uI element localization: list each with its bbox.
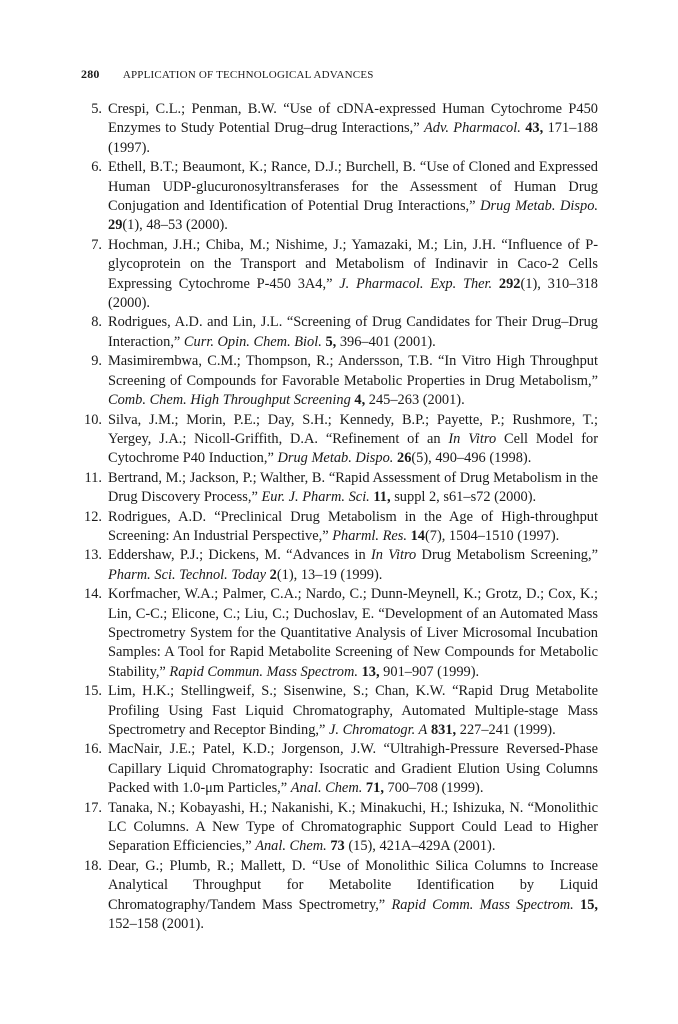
- reference-number: 5.: [91, 101, 102, 117]
- journal-title: Rapid Comm. Mass Spectrom.: [391, 896, 574, 913]
- reference-text: Rodrigues, A.D. and Lin, J.L. “Screening of Drug Candidates for Their Drug–Drug Interaction,”: [108, 314, 598, 350]
- page-number: 280: [81, 67, 100, 81]
- journal-title: Comb. Chem. High Throughput Screening: [108, 392, 351, 409]
- reference-text: Masimirembwa, C.M.; Thompson, R.; Andersson, T.B. “In Vitro High Throughput Screening of Compounds for Favorable Metabolic Properties in Drug Metabolism,”: [108, 353, 598, 389]
- reference-number: 6.: [91, 159, 102, 176]
- journal-title: J. Chromatogr. A: [329, 722, 428, 738]
- volume-number: 71,: [365, 780, 384, 797]
- journal-title: Adv. Pharmacol.: [424, 120, 521, 137]
- reference-item: [80, 352, 598, 410]
- journal-title: J. Pharmacol. Exp. Ther.: [339, 275, 493, 292]
- volume-number: 292: [498, 275, 521, 292]
- reference-number: 18.: [84, 857, 102, 874]
- reference-text: Ethell, B.T.; Beaumont, K.; Rance, D.J.; Burchell, B. “Use of Cloned and Expressed Human UDP-glucuronosyltransferases for the Assessment of Human Drug Conjugation and Identification of Potential Drug Interactions,”: [108, 159, 598, 215]
- reference-text: 396–401 (2001).: [336, 333, 436, 350]
- reference-item: [80, 682, 598, 740]
- reference-text: (1), 48–53 (2000).: [122, 217, 228, 234]
- reference-number: 16.: [84, 741, 102, 758]
- volume-number: 831,: [430, 722, 457, 738]
- running-header: [81, 67, 374, 82]
- reference-text: Korfmacher, W.A.; Palmer, C.A.; Nardo, C.; Dunn-Meynell, K.; Grotz, D.; Cox, K.; Lin, C-C.; Elicone, C.; Liu, C.; Duchoslav, E. “Development of an Automated Mass Spectrometry System for the Quantitative Analysis of Liver Microsomal Incubation Samples: A Tool for Rapid Metabolite Screening of New Compounds for Metabolic Stability,”: [108, 586, 598, 680]
- reference-text: Drug Metabolism Screening,”: [416, 547, 598, 564]
- volume-number: 4,: [354, 392, 366, 409]
- volume-number: 11,: [373, 489, 391, 506]
- reference-item: [80, 100, 598, 158]
- reference-number: 7.: [91, 236, 102, 253]
- volume-number: 14: [410, 527, 425, 544]
- reference-text: Eddershaw, P.J.; Dickens, M. “Advances in: [108, 547, 371, 564]
- reference-number: 9.: [91, 353, 102, 370]
- reference-text: Tanaka, N.; Kobayashi, H.; Nakanishi, K.; Minakuchi, H.; Ishizuka, N. “Monolithic LC Columns. A New Type of Chromatographic Support Could Lead to Higher Separation Efficiencies,”: [108, 799, 598, 855]
- journal-title: Pharml. Res.: [332, 527, 407, 544]
- journal-title: Anal. Chem.: [290, 780, 363, 797]
- volume-number: 43,: [525, 120, 544, 137]
- reference-item: [80, 508, 598, 547]
- reference-number: 14.: [84, 586, 102, 603]
- reference-number: 8.: [91, 314, 102, 331]
- reference-text: Rodrigues, A.D. “Preclinical Drug Metabolism in the Age of High-throughput Screening: An Industrial Perspective,”: [108, 508, 598, 544]
- reference-text: 227–241 (1999).: [456, 722, 556, 738]
- reference-text: 171–188 (1997).: [108, 120, 598, 156]
- reference-text: Cell Model for Cytochrome P40 Induction,”: [108, 430, 598, 467]
- reference-text: Bertrand, M.; Jackson, P.; Walther, B. “Rapid Assessment of Drug Metabolism in the Drug Discovery Process,”: [108, 469, 598, 506]
- journal-title: Curr. Opin. Chem. Biol.: [183, 333, 322, 350]
- journal-title: Drug Metab. Dispo.: [480, 198, 598, 215]
- reference-text: [492, 276, 499, 292]
- journal-title: Anal. Chem.: [255, 838, 327, 855]
- reference-number: 10.: [84, 411, 102, 428]
- reference-number: 15.: [84, 683, 102, 700]
- reference-text: 152–158 (2001).: [108, 916, 204, 933]
- reference-text: Dear, G.; Plumb, R.; Mallett, D. “Use of Monolithic Silica Columns to Increase Analytical Throughput for Metabolite Identification by Liquid Chromatography/Tandem Mass Spectrometry,”: [108, 857, 598, 913]
- journal-title: In Vitro: [448, 430, 497, 447]
- reference-text: Hochman, J.H.; Chiba, M.; Nishime, J.; Yamazaki, M.; Lin, J.H. “Influence of P-glycoprotein on the Transport and Metabolism of Indinavir in Caco-2 Cells Expressing Cytochrome P-450 3A4,”: [108, 236, 598, 292]
- reference-item: [80, 546, 598, 585]
- reference-text: 700–708 (1999).: [383, 780, 484, 797]
- reference-item: [80, 740, 598, 798]
- volume-number: 2: [269, 566, 277, 583]
- reference-text: 245–263 (2001).: [365, 392, 465, 409]
- reference-text: Lim, H.K.; Stellingweif, S.; Sisenwine, S.; Chan, K.W. “Rapid Drug Metabolite Profiling Using Fast Liquid Chromatography, Automated Multiple-stage Mass Spectrometry and Receptor Binding,”: [108, 683, 598, 738]
- reference-text: suppl 2, s61–s72 (2000).: [390, 489, 537, 506]
- volume-number: 13,: [361, 663, 380, 680]
- reference-item: [80, 857, 598, 935]
- running-title: APPLICATION OF TECHNOLOGICAL ADVANCES: [122, 69, 374, 81]
- reference-text: (1), 13–19 (1999).: [276, 566, 383, 583]
- reference-list: [80, 100, 598, 934]
- reference-text: Crespi, C.L.; Penman, B.W. “Use of cDNA-expressed Human Cytochrome P450 Enzymes to Study Potential Drug–drug Interactions,”: [108, 101, 598, 137]
- journal-title: Drug Metab. Dispo.: [277, 450, 394, 467]
- reference-number: 11.: [84, 469, 102, 486]
- reference-text: MacNair, J.E.; Patel, K.D.; Jorgenson, J.W. “Ultrahigh-Pressure Reversed-Phase Capillary Liquid Chromatography: Isocratic and Gradient Elution Using Columns Packed with 1.0-μm Particles,”: [108, 741, 598, 797]
- reference-number: 13.: [84, 547, 102, 564]
- reference-item: [80, 236, 598, 314]
- reference-number: 12.: [84, 508, 102, 525]
- journal-title: In Vitro: [371, 547, 417, 564]
- reference-item: [80, 469, 598, 508]
- reference-item: [80, 313, 598, 352]
- volume-number: 26: [397, 450, 412, 467]
- reference-number: 17.: [84, 799, 102, 816]
- volume-number: 29: [108, 217, 123, 234]
- journal-title: Eur. J. Pharm. Sci.: [261, 489, 370, 506]
- journal-title: Pharm. Sci. Technol. Today: [108, 566, 267, 583]
- reference-item: [80, 158, 598, 236]
- reference-text: (15), 421A–429A (2001).: [344, 838, 496, 855]
- reference-text: 901–907 (1999).: [379, 663, 480, 680]
- reference-item: [80, 585, 598, 682]
- reference-item: [80, 799, 598, 857]
- volume-number: 5,: [325, 333, 337, 350]
- volume-number: 15,: [580, 896, 598, 913]
- reference-text: (1), 310–318 (2000).: [108, 275, 598, 312]
- reference-text: Silva, J.M.; Morin, P.E.; Day, S.H.; Kennedy, B.P.; Payette, P.; Rushmore, T.; Yergey, J.A.; Nicoll-Griffith, D.A. “Refinement of an: [108, 411, 598, 447]
- reference-text: (5), 490–496 (1998).: [411, 450, 532, 467]
- journal-title: Rapid Commun. Mass Spectrom.: [169, 663, 358, 680]
- reference-text: (7), 1504–1510 (1997).: [424, 527, 560, 544]
- reference-item: [80, 411, 598, 469]
- volume-number: 73: [330, 838, 345, 855]
